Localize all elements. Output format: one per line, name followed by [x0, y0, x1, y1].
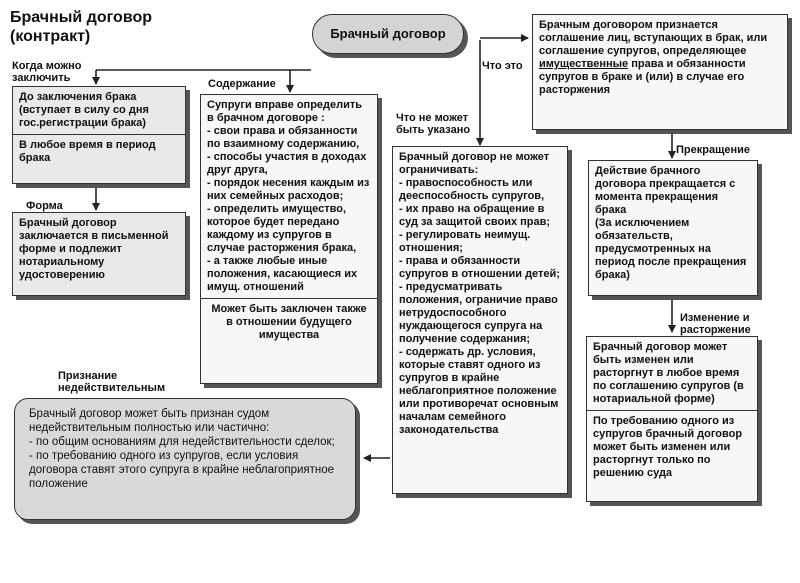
- cannot-item: - содержать др. условия, которые ставят одного из супругов в крайне неблагоприятное положение или противоречат основным началам семейного законодательства: [399, 346, 559, 436]
- termination-box: [588, 160, 758, 296]
- cannot-item: - предусматривать положения, ограничие право нетрудоспособного нуждающегося супруга на получение содержания;: [399, 281, 558, 345]
- when-box: [12, 86, 186, 184]
- cannot-item: - их право на обращение в суд за защитой своих прав;: [399, 203, 551, 228]
- label-invalid: Признание недействительным: [58, 370, 166, 394]
- when-item-anytime: В любое время в период брака: [19, 139, 156, 164]
- cannot-item: - правоспособность или дееспособность супругов,: [399, 177, 545, 202]
- center-node-label: Брачный договор: [330, 26, 446, 41]
- content-item: - свои права и обязанности по взаимному содержанию,: [207, 125, 360, 150]
- change-court: По требованию одного из супругов брачный договор может быть изменен или расторгнут только по решению суда: [593, 415, 743, 479]
- cannot-intro: Брачный договор не может ограничивать:: [399, 151, 550, 176]
- content-item: - способы участия в доходах друг друга,: [207, 151, 367, 176]
- label-what: Что это: [482, 60, 523, 72]
- label-change: Изменение и расторжение: [680, 312, 751, 336]
- definition-text-end: права и обязанности супругов в браке и (или) в случае его расторжения: [539, 58, 746, 96]
- content-item: - определить имущество, которое будет передано каждому из супругов в случае расторжения брака,: [207, 203, 357, 254]
- content-item: - порядок несения каждым из них семейных расходов;: [207, 177, 370, 202]
- content-box: [200, 94, 378, 384]
- invalid-box: [14, 398, 356, 520]
- label-cannot: Что не может быть указано: [396, 112, 471, 136]
- cannot-box: [392, 146, 568, 494]
- change-box: [586, 336, 758, 502]
- invalid-item: - по требованию одного из супругов, если условия договора ставят этого супруга в крайне неблагоприятное положение: [29, 450, 335, 490]
- form-box: [12, 212, 186, 296]
- definition-text: Брачным договором признается соглашение лиц, вступающих в брак, или соглашение супругов, определяющее: [539, 19, 768, 57]
- cannot-item: - регулировать неимущ. отношения;: [399, 229, 531, 254]
- label-content: Содержание: [208, 78, 276, 90]
- termination-main: Действие брачного договора прекращается с момента прекращения брака: [595, 165, 736, 216]
- cannot-list: [399, 177, 561, 437]
- content-footer: Может быть заключен также в отношении будущего имущества: [211, 303, 367, 341]
- center-node: [312, 14, 464, 54]
- cannot-item: - права и обязанности супругов в отношении детей;: [399, 255, 560, 280]
- invalid-item: - по общим основаниям для недействительности сделок;: [29, 436, 335, 448]
- change-agreement: Брачный договор может быть изменен или расторгнут в любое время по соглашению супругов (в нотариальной форме): [593, 341, 744, 405]
- content-intro: Супруги вправе определить в брачном договоре :: [207, 99, 363, 124]
- termination-note: (За исключением обязательств, предусмотренных на период после прекращения брака): [595, 217, 747, 281]
- page-title: Брачный договор (контракт): [10, 9, 152, 45]
- label-when: Когда можно заключить: [12, 60, 82, 84]
- label-form: Форма: [26, 200, 63, 212]
- content-list: [207, 125, 371, 294]
- divider: [587, 410, 757, 411]
- divider: [201, 298, 377, 299]
- definition-box: [532, 14, 788, 130]
- form-text: Брачный договор заключается в письменной форме и подлежит нотариальному удостоверению: [19, 217, 169, 281]
- label-termination: Прекращение: [676, 144, 751, 156]
- invalid-intro: Брачный договор может быть признан судом недействительным полностью или частично:: [29, 408, 270, 434]
- when-item-before: До заключения брака (вступает в силу со дня гос.регистрации брака): [19, 91, 149, 129]
- definition-underlined: имущественные: [539, 58, 629, 70]
- divider: [13, 134, 185, 135]
- content-item: - а также любые иные положения, касающиеся их имущ. отношений: [207, 255, 358, 293]
